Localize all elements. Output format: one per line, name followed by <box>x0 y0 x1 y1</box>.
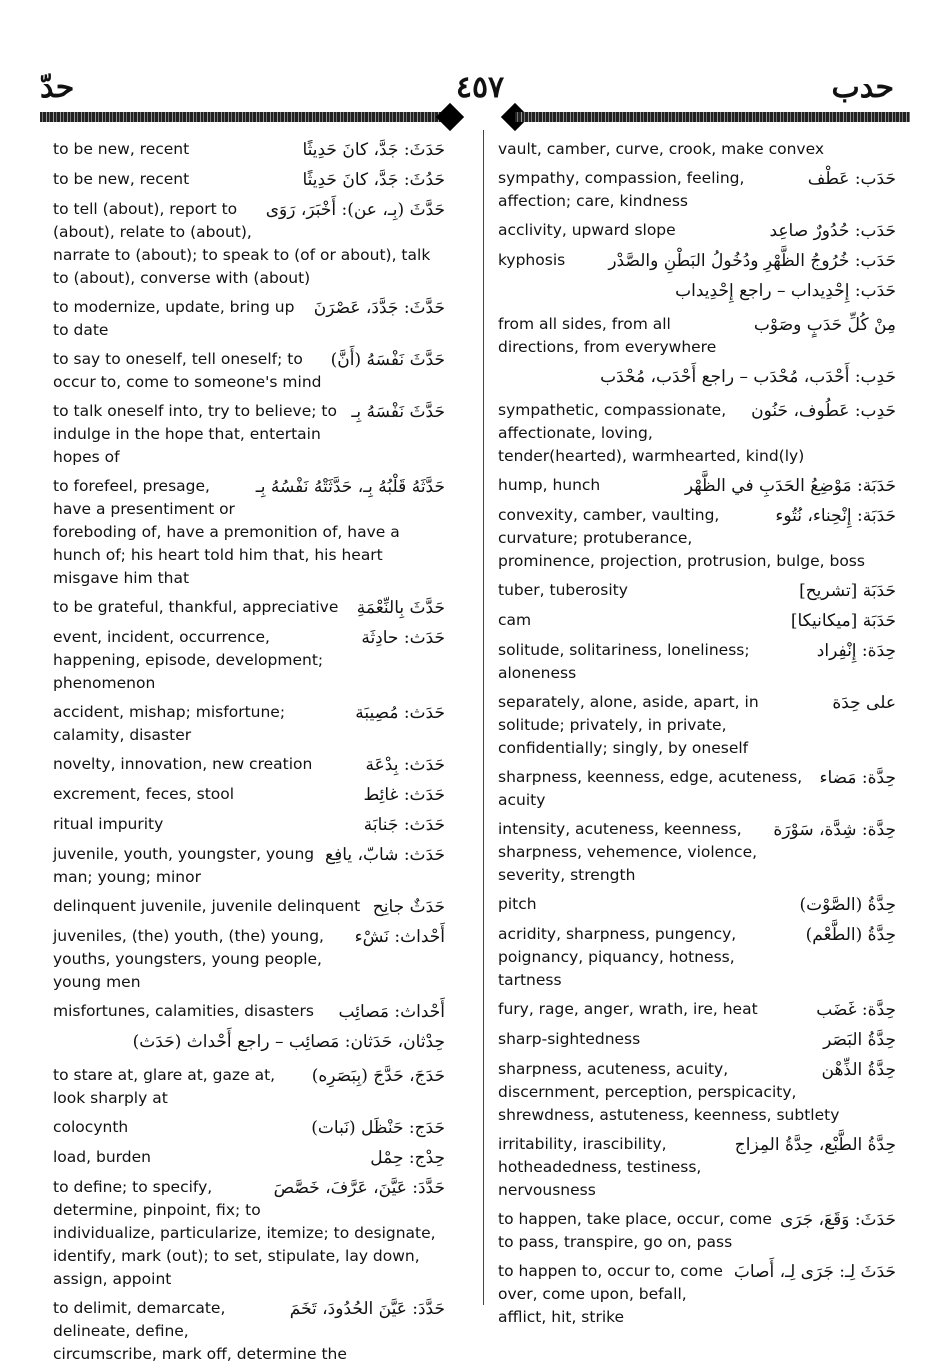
dictionary-entry <box>498 219 896 243</box>
arabic-headword: أَحْداث: نَشْء <box>354 927 445 947</box>
dictionary-entry <box>53 1176 445 1291</box>
dictionary-entry <box>498 313 896 359</box>
dictionary-entry <box>53 1064 445 1110</box>
english-definition: sympathy, compassion, feeling, affection; care, kindness <box>498 169 745 210</box>
arabic-headword: حَدَث: شابّ، يافِع <box>325 845 445 865</box>
english-definition: from all sides, from all directions, from everywhere <box>498 315 717 356</box>
dictionary-entry <box>53 138 445 162</box>
arabic-headword: حِدَّةُ الطَّبْع، حِدَّةُ المِزاج <box>734 1135 896 1155</box>
arabic-headword: حَدَّثَ نَفْسَهُ (أَنَّ) <box>330 350 445 370</box>
arabic-headword: حَدَّثَ: جَدَّدَ، عَصْرَنَ <box>313 298 445 318</box>
dictionary-entry <box>498 818 896 887</box>
dictionary-entry <box>498 167 896 213</box>
arabic-headword: حَدَّثَهُ قَلْبُهُ بِـ، حَدَّثَتْهُ نَفْسُهُ بِـ <box>255 477 445 497</box>
page-number: ٤٥٧ <box>455 70 505 105</box>
english-definition: event, incident, occurrence, happening, episode, development; phenomenon <box>53 628 324 692</box>
arabic-headword: حَدَثَ: وَقَعَ، جَرَى <box>779 1210 896 1230</box>
arabic-headword: حَدَّثَ بِالنِّعْمَةِ <box>356 598 445 618</box>
english-definition: acridity, sharpness, pungency, poignancy, piquancy, hotness, tartness <box>498 925 737 989</box>
arabic-headword: حِدَّة: غَضَب <box>816 1000 896 1020</box>
english-definition: juvenile, youth, youngster, young man; young; minor <box>53 845 315 886</box>
english-definition: solitude, solitariness, loneliness; aloneness <box>498 641 750 682</box>
dictionary-entry <box>498 1028 896 1052</box>
header-rule-right <box>515 112 910 122</box>
arabic-headword: حَدَب: حُدُورٌ صاعِد <box>769 221 896 241</box>
dictionary-entry <box>498 138 896 161</box>
arabic-headword: حَدَبَة: إِنْحِناء، نُتُوء <box>775 506 896 526</box>
english-definition: to define; to specify, determine, pinpoint, fix; to individualize, particularize, itemize; to designate, identify, mark (out); to set, stipulate, lay down, assign, appoint <box>53 1178 436 1288</box>
english-definition: to happen, take place, occur, come to pass, transpire, go on, pass <box>498 1210 772 1251</box>
dictionary-entry <box>498 1260 896 1329</box>
arabic-headword: حَدِب: عَطُوف، حَنُون <box>751 401 896 421</box>
dictionary-entry <box>53 168 445 192</box>
english-definition: cam <box>498 611 532 629</box>
english-definition: convexity, camber, vaulting, curvature; protuberance, prominence, projection, protrusion, bulge, boss <box>498 506 865 570</box>
dictionary-entry <box>53 925 445 994</box>
english-definition: to modernize, update, bring up to date <box>53 298 295 339</box>
dictionary-entry <box>498 1208 896 1254</box>
arabic-headword: حِدَّةُ (الصَّوْت) <box>799 895 896 915</box>
dictionary-entry <box>53 1146 445 1170</box>
arabic-headword: حَدَبَة [ميكانيكا] <box>790 611 896 631</box>
dictionary-entry <box>498 998 896 1022</box>
english-definition: sharpness, keenness, edge, acuteness, acuity <box>498 768 803 809</box>
english-definition: to happen to, occur to, come over, come upon, befall, afflict, hit, strike <box>498 1262 723 1326</box>
dictionary-entry <box>53 783 445 807</box>
dictionary-entry <box>53 701 445 747</box>
arabic-headword: حِدَّةُ (الطَّعْم) <box>805 925 896 945</box>
running-head-left: حدّ <box>40 70 75 105</box>
english-definition: kyphosis <box>498 251 566 269</box>
arabic-headword: حَدَب: خُرُوجُ الظَّهْرِ ودُخُولُ البَطْنِ والصَّدْر <box>608 251 896 271</box>
dictionary-entry <box>53 1116 445 1140</box>
dictionary-entry <box>53 626 445 695</box>
arabic-headword: حِدَّةُ الذِّهْن <box>821 1060 896 1080</box>
arabic-headword: حَدَّثَ نَفْسَهُ بِـ <box>351 402 445 422</box>
arabic-headword: حَدِب: أَحْدَب، مُحْدَب – راجع أَحْدَب، مُحْدَب <box>600 367 896 387</box>
english-definition: sharp-sightedness <box>498 1030 641 1048</box>
arabic-headword: حَدَّدَ: عَيَّنَ الحُدُودَ، تَخَمَ <box>289 1299 445 1319</box>
dictionary-entry <box>53 475 445 590</box>
english-definition: sharpness, acuteness, acuity, discernment, perception, perspicacity, shrewdness, astuteness, keenness, subtlety <box>498 1060 840 1124</box>
arabic-headword: حَدَثَ: جَدَّ، كانَ حَدِيثًا <box>302 140 445 160</box>
arabic-headword: على حِدَة <box>832 693 896 713</box>
left-column <box>53 138 445 1372</box>
dictionary-entry <box>498 365 896 389</box>
running-head-right: حدب <box>831 70 894 105</box>
arabic-headword: حِدْثان، حَدَثان: مَصائِب – راجع أَحْداث (حَدَث) <box>132 1032 445 1052</box>
dictionary-entry <box>53 1030 445 1054</box>
right-column <box>498 138 896 1335</box>
english-definition: colocynth <box>53 1118 129 1136</box>
arabic-headword: حَدَب: عَطْف <box>807 169 896 189</box>
arabic-headword: حَدَثَ لِـ: جَرَى لِـ، أَصابَ <box>733 1262 896 1282</box>
dictionary-entry <box>498 504 896 573</box>
dictionary-entry <box>53 296 445 342</box>
dictionary-entry <box>498 691 896 760</box>
arabic-headword: حِدْج: حِمْل <box>370 1148 445 1168</box>
arabic-headword: حَدَبَة [تشريح] <box>799 581 896 601</box>
dictionary-entry <box>53 753 445 777</box>
dictionary-entry <box>53 1000 445 1024</box>
dictionary-entry <box>498 923 896 992</box>
arabic-headword: حَدُثَ: جَدَّ، كانَ حَدِيثًا <box>302 170 445 190</box>
dictionary-entry <box>53 813 445 837</box>
english-definition: to forefeel, presage, have a presentiment or foreboding of, have a premonition of, have a hunch of; his heart told him that, his heart misgave him that <box>53 477 400 587</box>
arabic-headword: حَدَث: غائِط <box>363 785 445 805</box>
english-definition: separately, alone, aside, apart, in solitude; privately, in private, confidentially; singly, by oneself <box>498 693 759 757</box>
dictionary-entry <box>53 843 445 889</box>
dictionary-entry <box>498 766 896 812</box>
english-definition: acclivity, upward slope <box>498 221 676 239</box>
arabic-headword: حَدَث: بِدْعَة <box>365 755 445 775</box>
arabic-headword: حِدَّة: مَضاء <box>819 768 896 788</box>
arabic-headword: حَدَث: جَنابَة <box>363 815 445 835</box>
english-definition: to stare at, glare at, gaze at, look sharply at <box>53 1066 276 1107</box>
english-definition: load, burden <box>53 1148 151 1166</box>
arabic-headword: حَدَثٌ جانِح <box>372 897 445 917</box>
arabic-headword: حَدَبَة: مَوْضِعُ الحَدَبِ في الظَّهْر <box>684 476 896 496</box>
english-definition: vault, camber, curve, crook, make convex <box>498 140 825 158</box>
english-definition: hump, hunch <box>498 476 601 494</box>
arabic-headword: حَدَث: حادِثَة <box>361 628 445 648</box>
arabic-headword: حِدَّةُ البَصَر <box>823 1030 896 1050</box>
arabic-headword: حَدَّدَ: عَيَّنَ، عَرَّفَ، خَصَّصَ <box>273 1178 445 1198</box>
english-definition: irritability, irascibility, hotheadedness, testiness, nervousness <box>498 1135 702 1199</box>
arabic-headword: حَدَجَ، حَدَّجَ (بِبَصَرِه) <box>311 1066 445 1086</box>
arabic-headword: حَدَج: حَنْظَل (نَبات) <box>311 1118 445 1138</box>
english-definition: tuber, tuberosity <box>498 581 628 599</box>
dictionary-entry <box>498 474 896 498</box>
english-definition: accident, mishap; misfortune; calamity, disaster <box>53 703 286 744</box>
english-definition: delinquent juvenile, juvenile delinquent <box>53 897 361 915</box>
arabic-headword: حَدَث: مُصِيبَة <box>355 703 445 723</box>
dictionary-entry <box>498 249 896 273</box>
dictionary-entry <box>53 198 445 290</box>
dictionary-entry <box>498 399 896 468</box>
english-definition: to be new, recent <box>53 170 190 188</box>
dictionary-entry <box>53 348 445 394</box>
arabic-headword: أَحْداث: مَصائِب <box>338 1002 445 1022</box>
english-definition: to be new, recent <box>53 140 190 158</box>
dictionary-entry <box>53 400 445 469</box>
english-definition: misfortunes, calamities, disasters <box>53 1002 314 1020</box>
arabic-headword: حَدَّثَ (بِـ، عن): أَخْبَرَ، رَوَى <box>265 200 445 220</box>
dictionary-entry <box>498 609 896 633</box>
column-divider <box>483 130 484 1305</box>
english-definition: sympathetic, compassionate, affectionate, loving, tender(hearted), warmhearted, kind(ly) <box>498 401 805 465</box>
dictionary-entry <box>498 1133 896 1202</box>
arabic-headword: حَدَب: إِحْدِيداب – راجع إِحْدِيداب <box>675 281 896 301</box>
english-definition: intensity, acuteness, keenness, sharpness, vehemence, violence, severity, strength <box>498 820 758 884</box>
dictionary-entry <box>498 279 896 303</box>
dictionary-entry <box>498 639 896 685</box>
english-definition: fury, rage, anger, wrath, ire, heat <box>498 1000 758 1018</box>
english-definition: excrement, feces, stool <box>53 785 235 803</box>
arabic-headword: مِنْ كُلِّ حَدَبٍ وصَوْب <box>753 315 896 335</box>
dictionary-entry <box>498 893 896 917</box>
english-definition: to be grateful, thankful, appreciative <box>53 598 339 616</box>
dictionary-entry <box>498 1058 896 1127</box>
english-definition: to talk oneself into, try to believe; to indulge in the hope that, entertain hopes of <box>53 402 337 466</box>
header-rule-left <box>40 112 445 122</box>
english-definition: pitch <box>498 895 537 913</box>
english-definition: to say to oneself, tell oneself; to occur to, come to someone's mind <box>53 350 322 391</box>
english-definition: ritual impurity <box>53 815 164 833</box>
english-definition: novelty, innovation, new creation <box>53 755 313 773</box>
arabic-headword: حِدَّة: شِدَّة، سَوْرَة <box>773 820 896 840</box>
rule-diamond-ornament <box>436 103 464 131</box>
dictionary-entry <box>53 895 445 919</box>
dictionary-entry <box>53 596 445 620</box>
arabic-headword: حِدَة: إِنْفِراد <box>816 641 896 661</box>
english-definition: juveniles, (the) youth, (the) young, youths, youngsters, young people, young men <box>53 927 324 991</box>
dictionary-entry <box>53 1297 445 1366</box>
english-definition: to delimit, demarcate, delineate, define, circumscribe, mark off, determine the <box>53 1299 347 1363</box>
english-definition: to tell (about), report to (about), relate to (about), narrate to (about); to speak to (of or about), talk to (about), converse with (about) <box>53 200 431 287</box>
dictionary-entry <box>498 579 896 603</box>
